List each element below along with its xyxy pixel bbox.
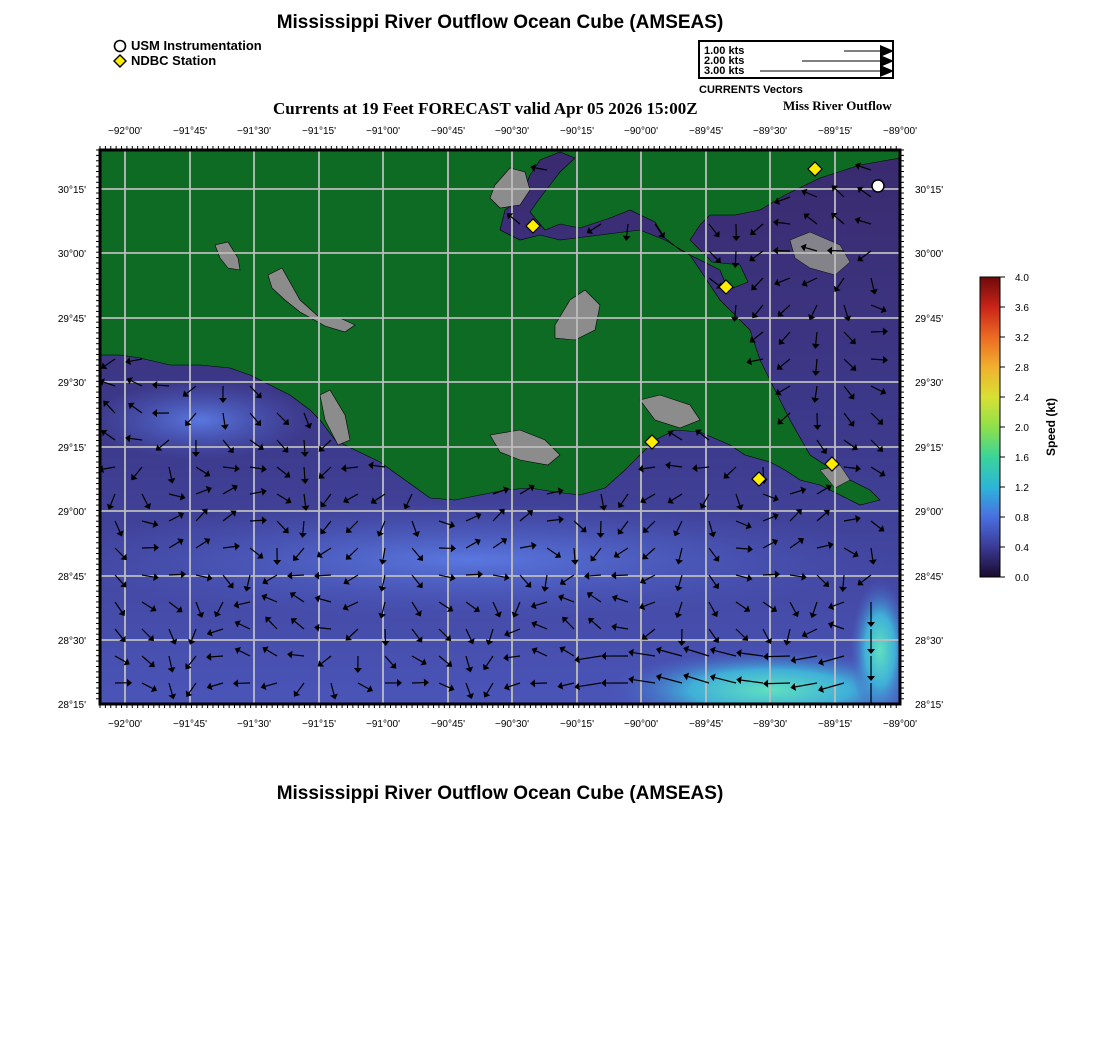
colorbar-tick-label: 3.2 (1015, 333, 1029, 344)
region-label: Miss River Outflow (783, 98, 892, 113)
lon-tick-label-top: −91°15' (302, 126, 336, 137)
colorbar-label: Speed (kt) (1044, 397, 1058, 457)
lat-tick-label-left: 30°15' (57, 185, 86, 196)
lat-tick-label-right: 29°45' (915, 314, 944, 325)
colorbar-tick-label: 0.8 (1015, 513, 1029, 524)
lon-tick-label-bottom: −89°45' (689, 719, 723, 730)
lon-tick-label-bottom: −91°15' (302, 719, 336, 730)
colorbar-tick-label: 4.0 (1015, 273, 1029, 284)
colorbar-tick-label: 2.4 (1015, 393, 1029, 404)
lat-tick-label-right: 29°15' (915, 443, 944, 454)
lon-tick-label-top: −91°00' (366, 126, 400, 137)
lon-tick-label-bottom: −89°00' (883, 719, 917, 730)
lon-tick-label-top: −89°15' (818, 126, 852, 137)
lon-tick-label-top: −89°45' (689, 126, 723, 137)
vector-scale-label-3: 3.00 kts (704, 65, 745, 77)
lon-tick-label-top: −90°45' (431, 126, 465, 137)
lon-tick-label-top: −90°30' (495, 126, 529, 137)
lon-tick-label-bottom: −90°15' (560, 719, 594, 730)
lon-tick-label-top: −91°30' (237, 126, 271, 137)
colorbar-tick-label: 1.2 (1015, 483, 1029, 494)
colorbar-tick-label: 0.4 (1015, 543, 1029, 554)
lat-tick-label-right: 28°45' (915, 572, 944, 583)
colorbar-tick-label: 0.0 (1015, 573, 1029, 584)
lat-tick-label-right: 30°15' (915, 185, 944, 196)
colorbar-ticks (1000, 273, 1029, 584)
lat-tick-label-left: 29°00' (57, 507, 86, 518)
legend-usm-label: USM Instrumentation (131, 38, 262, 53)
lat-tick-label-right: 29°00' (915, 507, 944, 518)
lon-tick-label-bottom: −92°00' (108, 719, 142, 730)
legend-ndbc-label: NDBC Station (131, 53, 217, 68)
colorbar-tick-label: 3.6 (1015, 303, 1029, 314)
map-title: Mississippi River Outflow Ocean Cube (AMSEAS) (276, 12, 724, 33)
lat-tick-label-left: 30°00' (57, 249, 86, 260)
vector-scale-label-1: 1.00 kts (704, 45, 745, 57)
lon-tick-label-bottom: −89°15' (818, 719, 852, 730)
vector-scale-label-2: 2.00 kts (704, 55, 745, 67)
lon-tick-label-top: −90°00' (624, 126, 658, 137)
colorbar-tick-label: 2.8 (1015, 363, 1029, 374)
lon-tick-label-bottom: −89°30' (753, 719, 787, 730)
lon-tick-label-top: −89°00' (883, 126, 917, 137)
footer-title: Mississippi River Outflow Ocean Cube (AMSEAS) (276, 783, 724, 804)
lon-tick-label-top: −92°00' (108, 126, 142, 137)
lat-tick-label-left: 29°30' (57, 378, 86, 389)
lon-tick-label-bottom: −90°30' (495, 719, 529, 730)
lat-tick-label-left: 28°45' (57, 572, 86, 583)
lat-tick-label-right: 28°15' (915, 700, 944, 711)
forecast-subtitle: Currents at 19 Feet FORECAST valid Apr 05 2026 15:00Z (273, 99, 698, 118)
lon-tick-label-bottom: −91°45' (173, 719, 207, 730)
lat-tick-label-left: 28°15' (57, 700, 86, 711)
lon-tick-label-top: −91°45' (173, 126, 207, 137)
colorbar-tick-label: 1.6 (1015, 453, 1029, 464)
lat-tick-label-left: 28°30' (57, 636, 86, 647)
vector-caption: CURRENTS Vectors (699, 84, 803, 96)
colorbar-ramp (980, 277, 1000, 577)
lon-tick-label-bottom: −90°45' (431, 719, 465, 730)
lat-tick-label-left: 29°45' (57, 314, 86, 325)
lat-tick-label-right: 29°30' (915, 378, 944, 389)
lat-tick-label-right: 30°00' (915, 249, 944, 260)
lat-tick-label-right: 28°30' (915, 636, 944, 647)
lon-tick-label-bottom: −91°30' (237, 719, 271, 730)
lon-tick-label-bottom: −91°00' (366, 719, 400, 730)
colorbar-tick-label: 2.0 (1015, 423, 1029, 434)
lat-tick-label-left: 29°15' (57, 443, 86, 454)
lon-tick-label-bottom: −90°00' (624, 719, 658, 730)
lon-tick-label-top: −90°15' (560, 126, 594, 137)
lon-tick-label-top: −89°30' (753, 126, 787, 137)
